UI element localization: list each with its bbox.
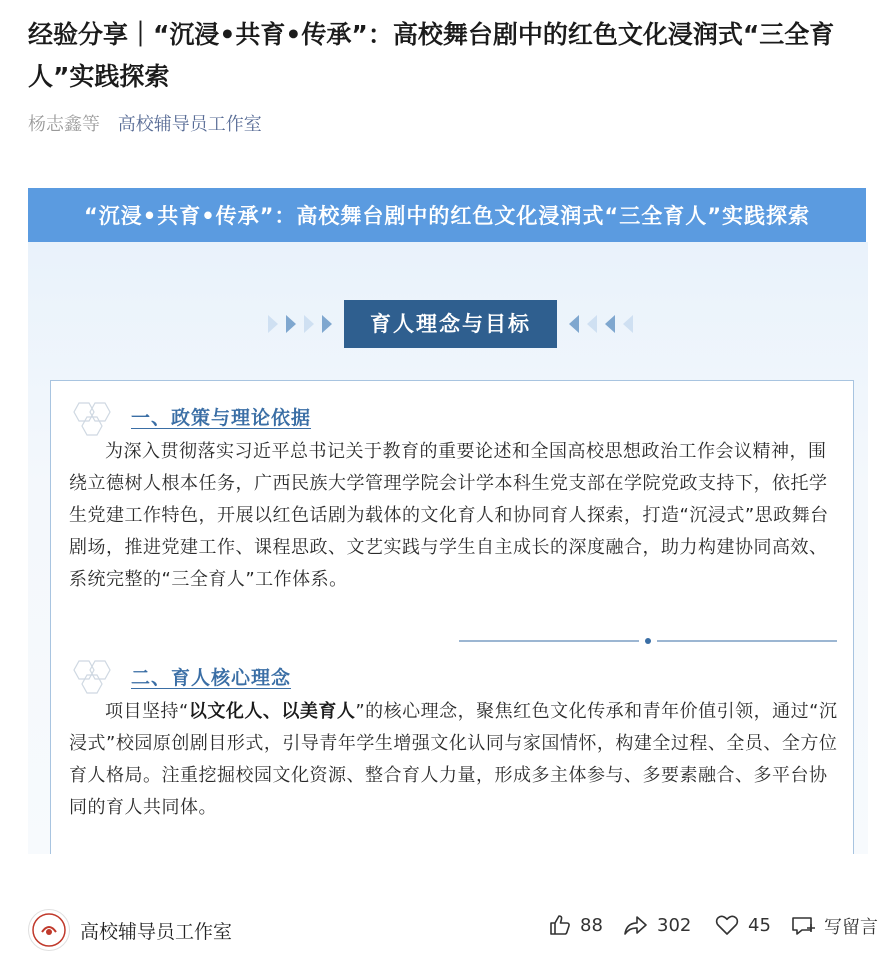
hexagon-decoration-icon: [69, 657, 121, 697]
account-logo[interactable]: [28, 909, 70, 951]
content-panel: [28, 242, 868, 854]
content-card: [50, 380, 854, 854]
article-meta: [28, 110, 262, 136]
section-heading-1: 一、政策与理论依据: [131, 407, 312, 429]
section-paragraph-2: 项目坚持“以文化人、以美育人”的核心理念，聚焦红色文化传承和青年价值引领，通过“沉浸式”校园原创剧目形式，引导青年学生增强文化认同与家国情怀，构建全过程、全员、全方位育人格局。注重挖掘校园文化资源、整合育人力量，形成多主体参与、多要素融合、多平台协同的育人共同体。: [69, 701, 838, 818]
comment-icon: [790, 914, 816, 938]
share-arrow-icon: [623, 913, 649, 937]
article-author: 杨志鑫等: [28, 114, 100, 135]
article-title: 经验分享｜“沉浸•共育•传承”：高校舞台剧中的红色文化浸润式“三全育人”实践探索: [28, 20, 835, 91]
right-arrows-icon: [567, 313, 635, 335]
banner-title: “沉浸•共育•传承”：高校舞台剧中的红色文化浸润式“三全育人”实践探索: [28, 188, 866, 242]
share-button[interactable]: [623, 913, 691, 937]
section-title: 育人理念与目标: [344, 300, 557, 348]
account-link[interactable]: 高校辅导员工作室: [117, 114, 262, 135]
section-title-row: [258, 300, 643, 348]
section-paragraph-1: 为深入贯彻落实习近平总书记关于教育的重要论述和全国高校思想政治工作会议精神，围绕立德树人根本任务，广西民族大学管理学院会计学本科生党支部在学院党政支持下，依托学生党建工作特色，开展以红色话剧为载体的文化育人和协同育人探索，打造“沉浸式”思政舞台剧场，推进党建工作、课程思政、文艺实践与学生自主成长的深度融合，助力构建协同高效、系统完整的“三全育人”工作体系。: [69, 441, 829, 590]
favorite-count: 45: [748, 914, 771, 936]
heart-icon: [714, 913, 740, 937]
article-footer: [0, 895, 880, 963]
hexagon-decoration-icon: [69, 399, 121, 439]
thumbs-up-icon: [548, 913, 572, 937]
divider-line: [459, 636, 837, 646]
left-arrows-icon: [266, 313, 334, 335]
core-concept-bold: 以文化人、以美育人: [188, 701, 356, 722]
favorite-button[interactable]: [714, 913, 771, 937]
like-count: 88: [580, 914, 603, 936]
footer-account-name[interactable]: 高校辅导员工作室: [80, 921, 233, 943]
like-button[interactable]: [548, 913, 603, 937]
share-count: 302: [657, 914, 692, 936]
article-content: [28, 168, 874, 854]
comment-button[interactable]: [790, 913, 878, 939]
comment-label: 写留言: [824, 917, 878, 938]
section-heading-2: 二、育人核心理念: [131, 667, 292, 689]
